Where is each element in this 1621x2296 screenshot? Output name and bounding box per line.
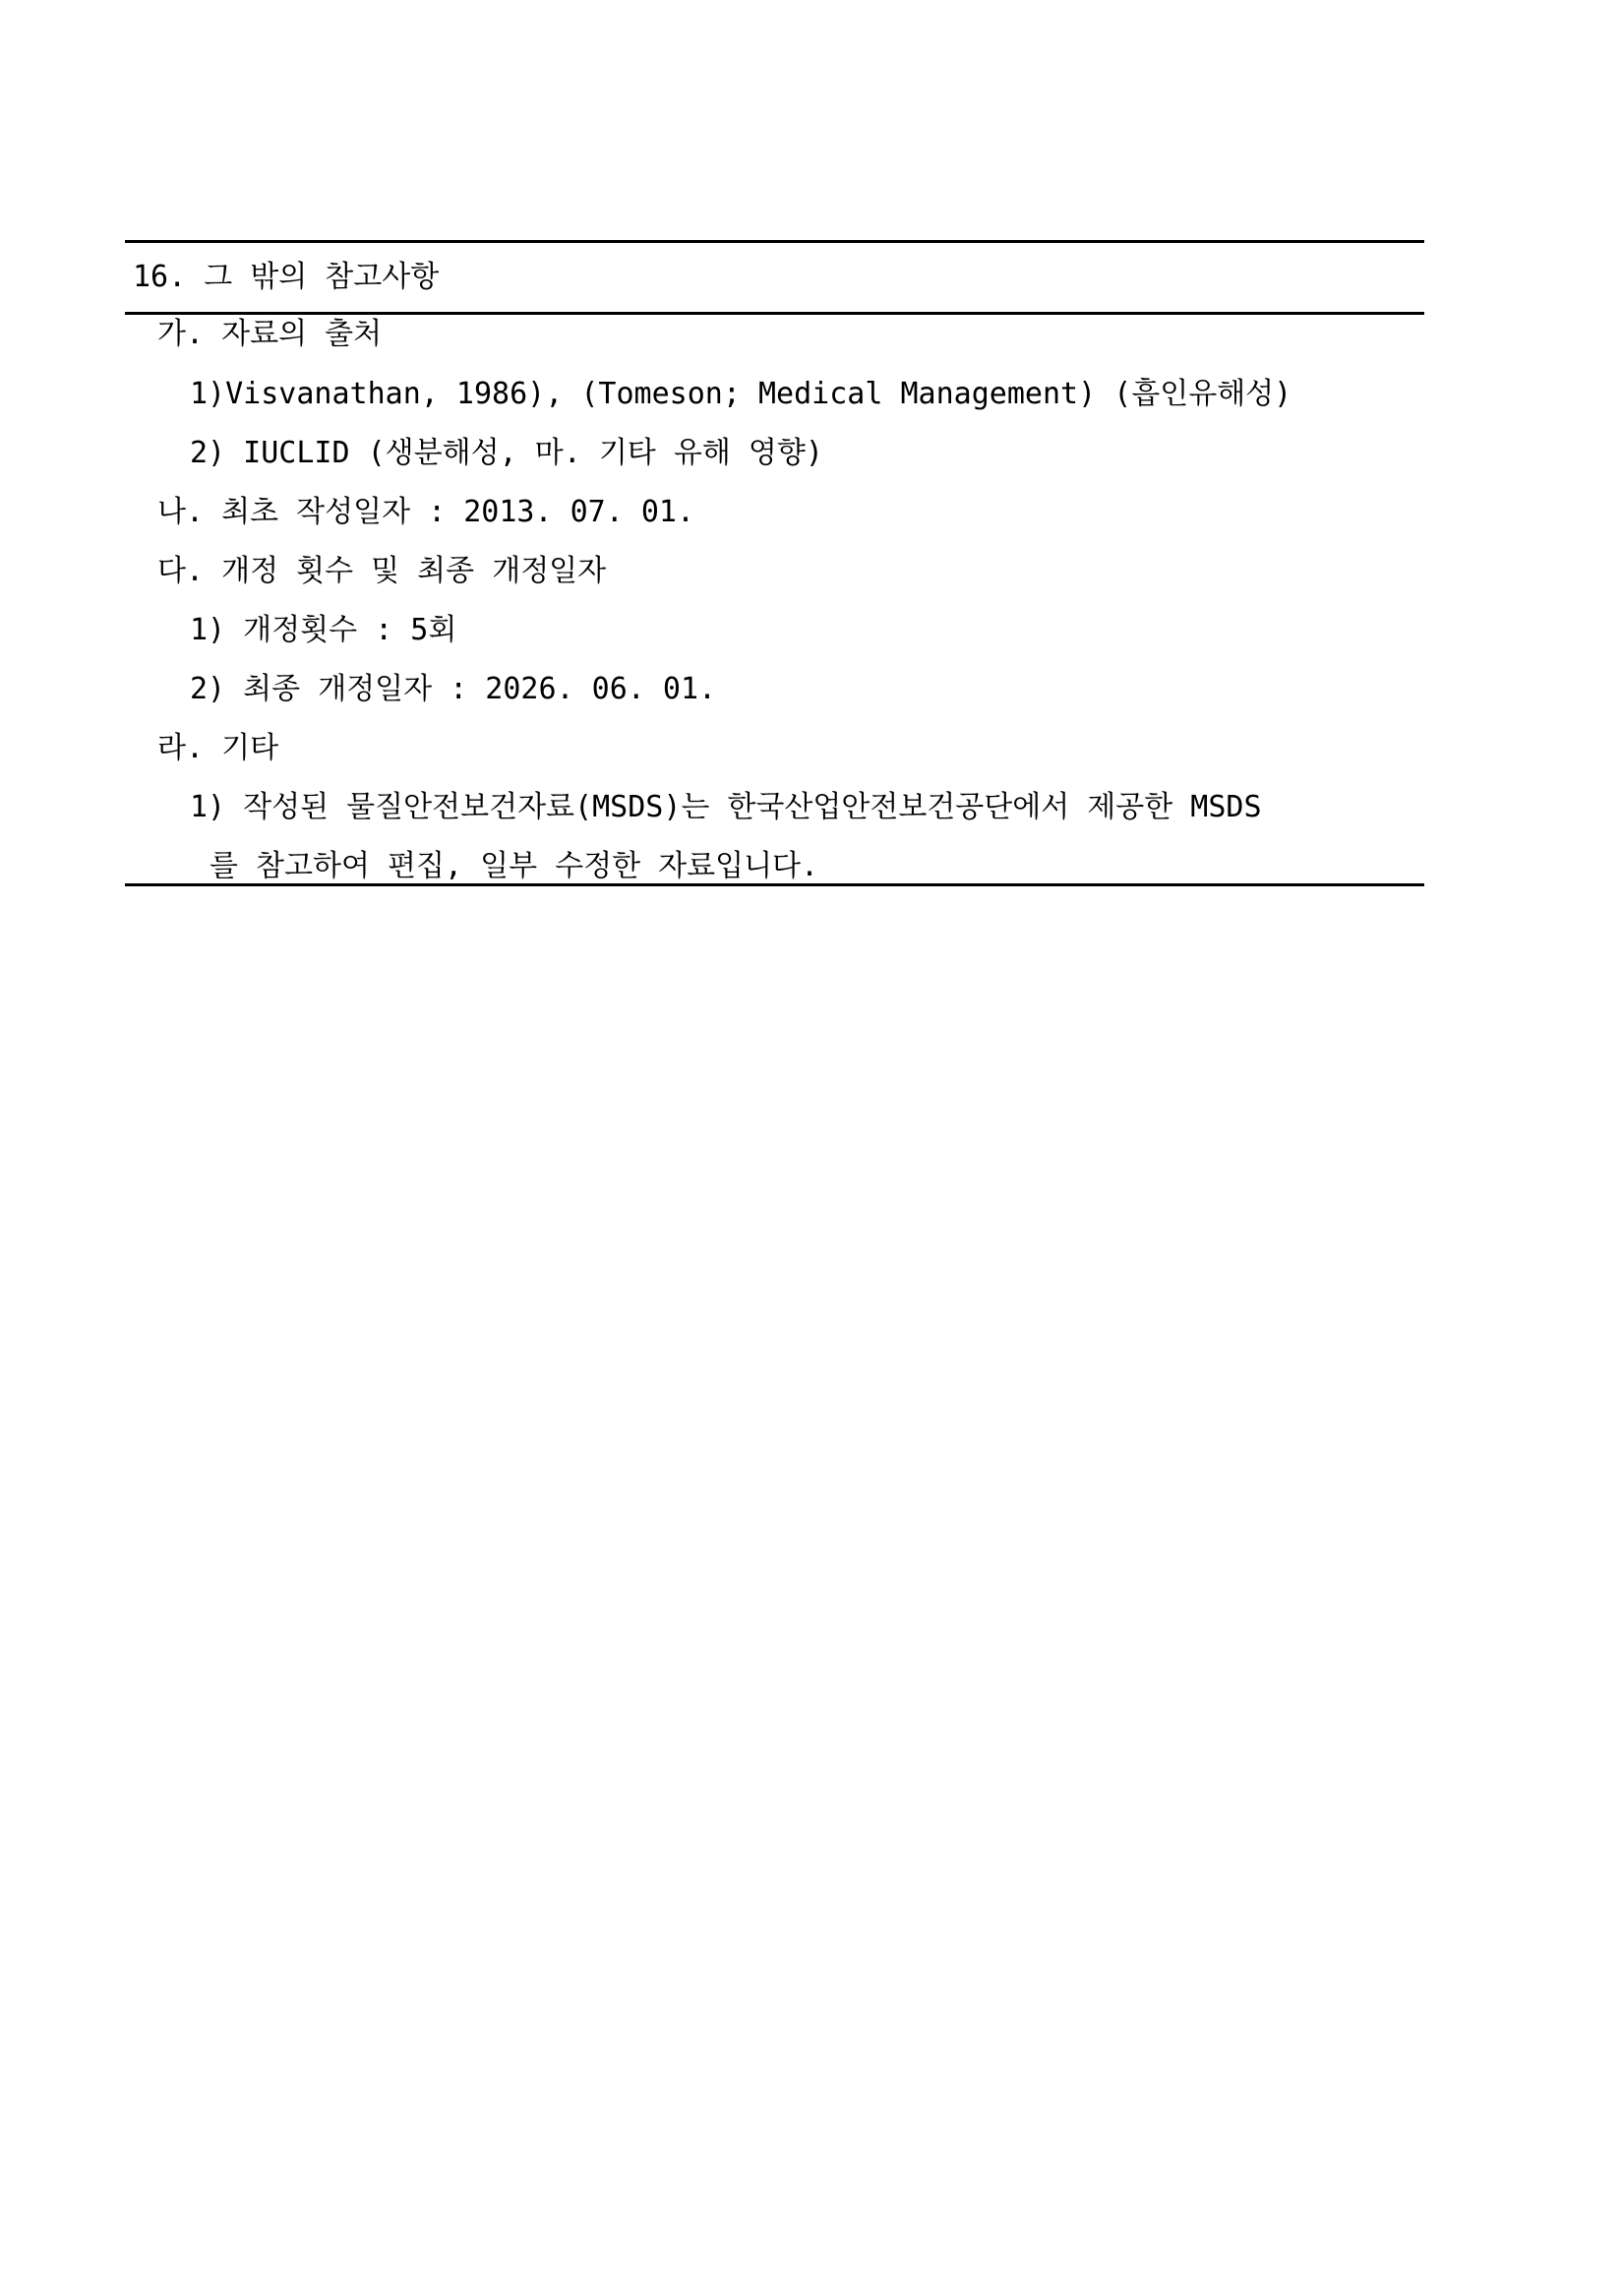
heading-rule [125,312,1424,315]
subsection-revisions: 다. 개정 횟수 및 최종 개정일자 [157,554,607,588]
revision-count: 1) 개정횟수 : 5회 [190,613,457,647]
source-item-2: 2) IUCLID (생분해성, 마. 기타 유해 영향) [190,436,823,470]
other-item-1-continued: 를 참고하여 편집, 일부 수정한 자료입니다. [210,849,819,883]
source-item-1: 1)Visvanathan, 1986), (Tomeson; Medical Management) (흡인유해성) [190,377,1292,411]
top-rule [125,240,1424,243]
last-revision-date: 2) 최종 개정일자 : 2026. 06. 01. [190,672,717,706]
subsection-sources: 가. 자료의 출처 [157,317,383,351]
first-created-date: 나. 최초 작성일자 : 2013. 07. 01. [157,495,695,529]
other-item-1: 1) 작성된 물질안전보건자료(MSDS)는 한국산업안전보건공단에서 제공한 MSDS [190,790,1262,824]
section-heading: 16. 그 밖의 참고사항 [133,260,440,294]
bottom-rule [125,883,1424,886]
subsection-other: 라. 기타 [157,731,279,765]
